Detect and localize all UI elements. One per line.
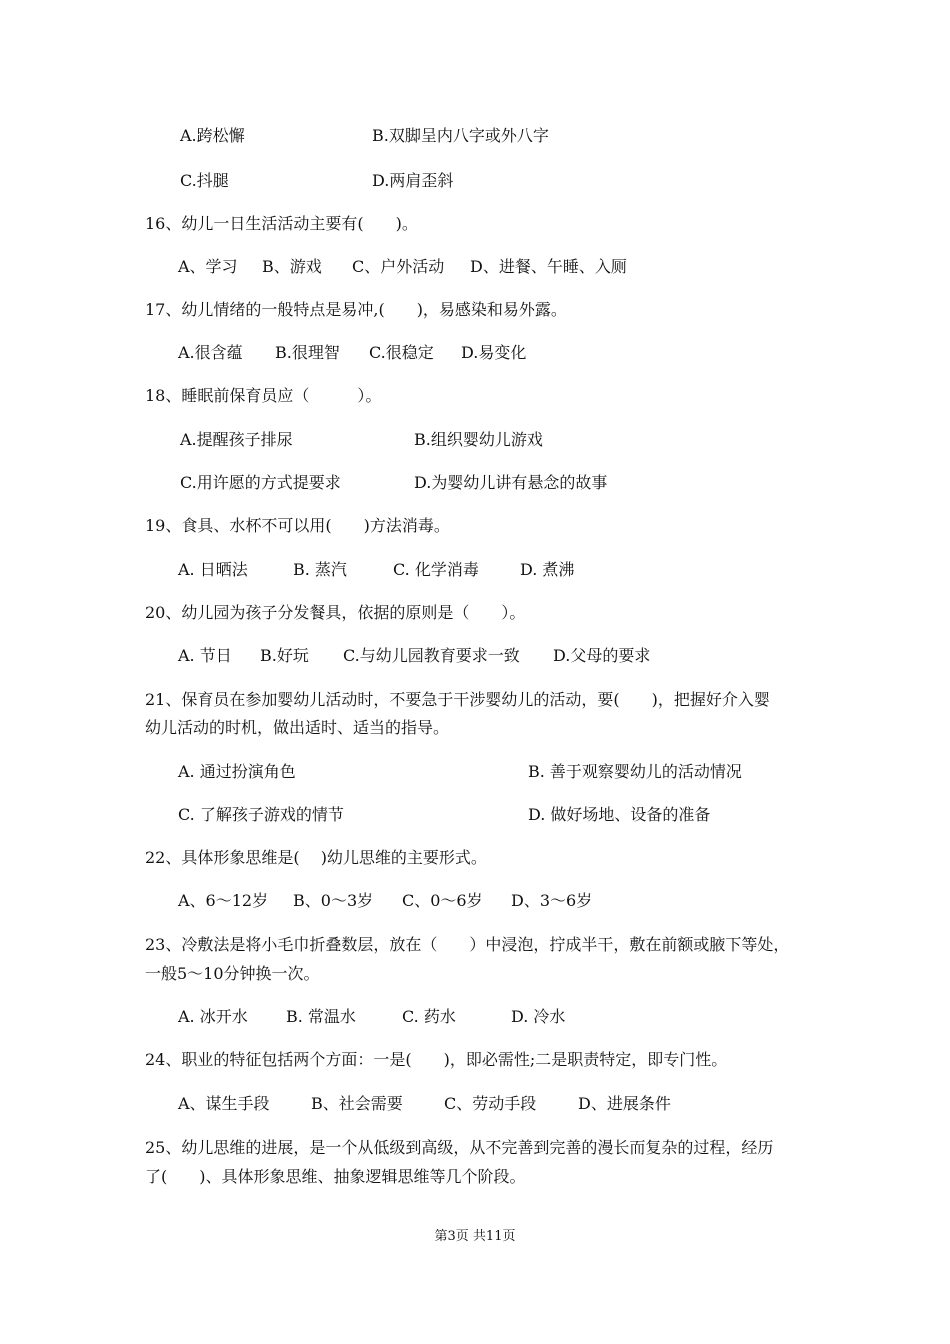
question-text: 20、幼儿园为孩子分发餐具，依据的原则是（ ）。 xyxy=(145,603,526,622)
answer-option: A. 冰开水 xyxy=(178,1007,248,1026)
question-text: 一般5～10分钟换一次。 xyxy=(145,964,320,983)
answer-option: C.与幼儿园教育要求一致 xyxy=(343,646,520,665)
answer-option: C.用许愿的方式提要求 xyxy=(180,473,341,492)
question-text: 17、幼儿情绪的一般特点是易冲,( )，易感染和易外露。 xyxy=(145,300,567,319)
answer-option: C. 化学消毒 xyxy=(393,560,479,579)
question-text: 19、食具、水杯不可以用( )方法消毒。 xyxy=(145,516,450,535)
answer-option: A.跨松懈 xyxy=(180,126,245,145)
answer-option: A、谋生手段 xyxy=(178,1094,270,1113)
question-text: 25、幼儿思维的进展，是一个从低级到高级，从不完善到完善的漫长而复杂的过程，经历 xyxy=(145,1138,774,1157)
answer-option: C、户外活动 xyxy=(352,257,445,276)
answer-option: B、社会需要 xyxy=(311,1094,403,1113)
answer-option: A、学习 xyxy=(178,257,238,276)
answer-option: D、进餐、午睡、入厕 xyxy=(470,257,627,276)
answer-option: C. 药水 xyxy=(402,1007,456,1026)
answer-option: A. 日晒法 xyxy=(178,560,248,579)
answer-option: A.提醒孩子排尿 xyxy=(180,430,293,449)
answer-option: B.好玩 xyxy=(260,646,309,665)
answer-option: D. 冷水 xyxy=(511,1007,566,1026)
answer-option: D. 煮沸 xyxy=(520,560,575,579)
answer-option: A. 通过扮演角色 xyxy=(178,762,296,781)
answer-option: B、0～3岁 xyxy=(293,891,374,910)
answer-option: B. 善于观察婴幼儿的活动情况 xyxy=(528,762,742,781)
answer-option: D.为婴幼儿讲有悬念的故事 xyxy=(414,473,608,492)
question-text: 幼儿活动的时机，做出适时、适当的指导。 xyxy=(145,718,450,737)
answer-option: D、3～6岁 xyxy=(511,891,593,910)
answer-option: C. 了解孩子游戏的情节 xyxy=(178,805,344,824)
question-text: 16、幼儿一日生活活动主要有( )。 xyxy=(145,214,418,233)
answer-option: D.易变化 xyxy=(461,343,527,362)
question-text: 24、职业的特征包括两个方面：一是( )，即必需性;二是职责特定，即专门性。 xyxy=(145,1050,728,1069)
question-text: 了( )、具体形象思维、抽象逻辑思维等几个阶段。 xyxy=(145,1167,526,1186)
answer-option: A. 节日 xyxy=(178,646,232,665)
answer-option: C、劳动手段 xyxy=(444,1094,537,1113)
answer-option: B.很理智 xyxy=(275,343,340,362)
answer-option: B. 常温水 xyxy=(286,1007,356,1026)
answer-option: D.两肩歪斜 xyxy=(372,171,454,190)
answer-option: B、游戏 xyxy=(262,257,322,276)
answer-option: C.很稳定 xyxy=(369,343,434,362)
answer-option: C、0～6岁 xyxy=(402,891,483,910)
question-text: 21、保育员在参加婴幼儿活动时，不要急于干涉婴幼儿的活动，要( )，把握好介入婴 xyxy=(145,690,770,709)
answer-option: A、6～12岁 xyxy=(178,891,269,910)
question-text: 23、冷敷法是将小毛巾折叠数层，放在（ ）中浸泡，拧成半干，敷在前额或腋下等处， xyxy=(145,935,790,954)
answer-option: B.双脚呈内八字或外八字 xyxy=(372,126,549,145)
question-text: 18、睡眠前保育员应（ ）。 xyxy=(145,386,382,405)
answer-option: A.很含蕴 xyxy=(178,343,243,362)
answer-option: D. 做好场地、设备的准备 xyxy=(528,805,711,824)
answer-option: D.父母的要求 xyxy=(553,646,651,665)
answer-option: B.组织婴幼儿游戏 xyxy=(414,430,543,449)
page-footer: 第3页 共11页 xyxy=(434,1229,516,1244)
answer-option: C.抖腿 xyxy=(180,171,229,190)
answer-option: D、进展条件 xyxy=(578,1094,671,1113)
answer-option: B. 蒸汽 xyxy=(293,560,347,579)
question-text: 22、具体形象思维是( )幼儿思维的主要形式。 xyxy=(145,848,487,867)
